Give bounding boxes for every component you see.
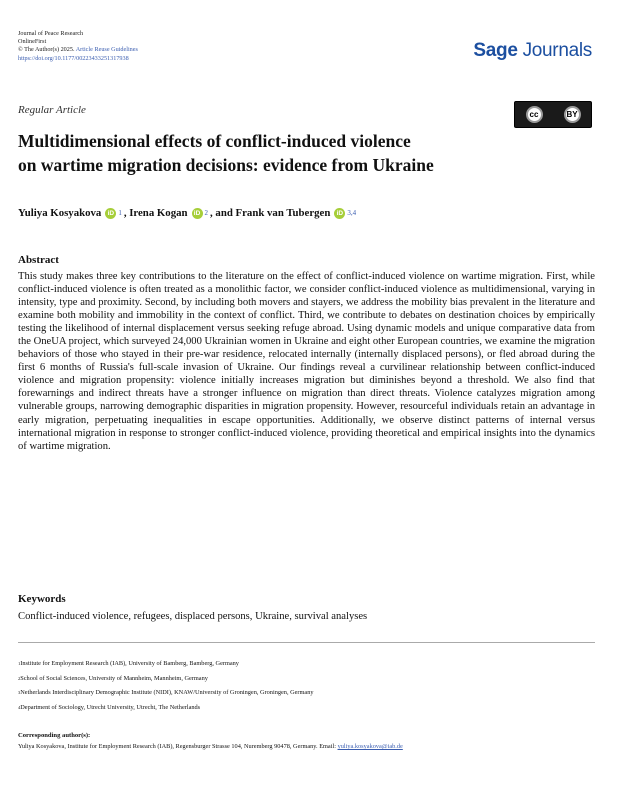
journal-meta	[18, 30, 138, 63]
section-divider	[18, 642, 595, 643]
cc-icon: cc	[526, 106, 543, 123]
author-name[interactable]: Yuliya Kosyakova	[18, 207, 102, 219]
copyright: © The Author(s) 2025.	[18, 46, 75, 54]
article-title	[18, 129, 578, 177]
author-affil: 1	[118, 209, 122, 217]
corresponding-text: Yuliya Kosyakova, Institute for Employment Research (IAB), Regensburger Strasse 104, Nuremberg 90478, Germany. Email:	[18, 743, 336, 750]
orcid-icon[interactable]: iD	[105, 208, 116, 219]
affiliation-item: $^2$School of Social Sciences, University of Mannheim, Mannheim, Germany	[18, 674, 208, 682]
orcid-icon[interactable]: iD	[334, 208, 345, 219]
doi-link[interactable]: https://doi.org/10.1177/00223433251317938	[18, 54, 129, 62]
logo-light: Journals	[522, 40, 592, 61]
affiliation-item: $^1$Institute for Employment Research (IAB), University of Bamberg, Bamberg, Germany	[18, 660, 239, 667]
journal-name: Journal of Peace Research	[18, 30, 84, 37]
author-list	[18, 207, 358, 219]
corresponding-heading: Corresponding author(s):	[18, 732, 91, 739]
affiliations	[18, 657, 314, 716]
author-affil: 2	[204, 209, 209, 217]
affiliation-item: $^3$Netherlands Interdisciplinary Demographic Institute (NIDI), KNAW/University of Groningen, Groningen, Germany	[18, 689, 314, 697]
by-attribution-icon: BY	[564, 106, 581, 123]
abstract-heading: Abstract	[18, 254, 59, 266]
orcid-icon[interactable]: iD	[192, 208, 203, 219]
author-affil: 3,4	[347, 209, 357, 217]
journal-status: OnlineFirst	[18, 38, 47, 46]
copyright-line	[18, 46, 138, 54]
author-name[interactable]: Frank van Tubergen	[235, 207, 331, 219]
email-link[interactable]: yuliya.kosyakova@iab.de	[337, 743, 403, 750]
logo-bold: Sage	[473, 40, 518, 61]
cc-by-license-badge[interactable]	[514, 101, 592, 128]
article-type: Regular Article	[18, 104, 86, 116]
reuse-guidelines-link[interactable]: Article Reuse Guidelines	[75, 46, 138, 54]
keywords-text: Conflict-induced violence, refugees, displaced persons, Ukraine, survival analyses	[18, 611, 368, 622]
keywords-heading: Keywords	[18, 593, 66, 605]
author-name[interactable]: Irena Kogan	[129, 207, 188, 219]
title-line-2: on wartime migration decisions: evidence from Ukraine	[18, 155, 434, 175]
author-sep: , and	[210, 207, 233, 219]
affiliation-item: $^4$Department of Sociology, Utrecht University, Utrecht, The Netherlands	[18, 704, 201, 712]
sage-journals-logo[interactable]	[473, 40, 592, 62]
title-line-1: Multidimensional effects of conflict-induced violence	[18, 131, 411, 151]
abstract-text: This study makes three key contributions to the literature on the effect of conflict-induced violence on wartime migration. First, while conflict-induced violence is often treated as a monolithic factor, we consider conflict-induced violence as multidimensional, varying in intensity, type and proximity. Second, by including both movers and stayers, we address the mobility bias prevalent in the literature and examine both mobility and immobility in the context of conflict. Third, we contribute to debates on destination choices by empirically testing the likelihood of internal displacement versus seeking refuge abroad. Using dynamic models and unique comparative data from the OneUA project, which surveyed 24,000 Ukrainian women in Ukraine and eight other European countries, we examine the migration behaviors of those who stayed in their pre-war residence, relocated internally (internally displaced persons), or fled abroad during the first 6 months of Russia's full-scale invasion of Ukraine. Our findings reveal a curvilinear relationship between conflict-induced violence and migration propensity: violence initially increases migration but diminishes beyond a threshold. We also find that forewarnings and indirect threats have a stronger influence on migration than direct threats. Violence catalyzes migration among vulnerable groups, narrowing demographic disparities in migration propensity. However, resourceful individuals retain an advantage in early migration, perpetuating inequalities in escape opportunities. Additionally, we observe distinct patterns of internal versus international migration in response to stronger conflict-induced violence, providing theoretical and empirical insights into the dynamics of wartime migration.	[18, 271, 595, 452]
corresponding-author	[18, 742, 595, 752]
author-sep: ,	[123, 207, 127, 219]
